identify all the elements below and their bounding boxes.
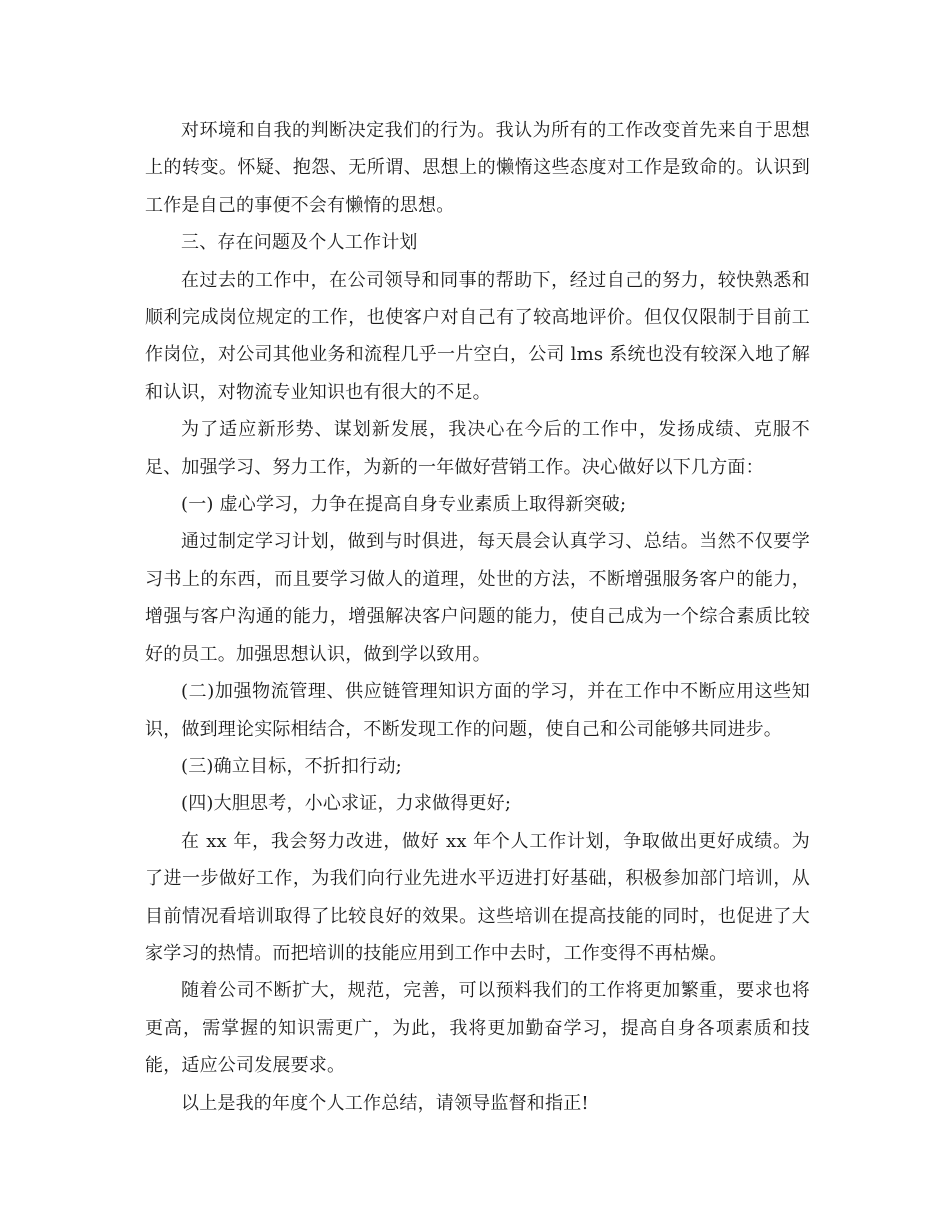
list-item-one: (一) 虚心学习，力争在提高自身专业素质上取得新突破; bbox=[181, 494, 627, 516]
paragraph-resolution: 为了适应新形势、谋划新发展，我决心在今后的工作中，发扬成绩、克服不足、加强学习、努力工作，为新的一年做好营销工作。决心做好以下几方面： bbox=[145, 419, 810, 478]
list-item-two: (二)加强物流管理、供应链管理知识方面的学习，并在工作中不断应用这些知识，做到理论实际相结合，不断发现工作的问题，使自己和公司能够共同进步。 bbox=[145, 681, 810, 740]
list-item-four: (四)大胆思考，小心求证，力求做得更好; bbox=[181, 793, 512, 815]
paragraph-closing: 以上是我的年度个人工作总结，请领导监督和指正! bbox=[181, 1092, 589, 1114]
list-item-three: (三)确立目标，不折扣行动; bbox=[181, 755, 402, 777]
paragraph-training: 在 xx 年，我会努力改进，做好 xx 年个人工作计划，争取做出更好成绩。为了进一步做好工作，为我们向行业先进水平迈进打好基础，积极参加部门培训，从目前情况看培训取得了比较良好的效果。这些培训在提高技能的同时，也促进了大家学习的热情。而把培训的技能应用到工作中去时，工作变得不再枯燥。 bbox=[145, 830, 810, 964]
paragraph-study-plan: 通过制定学习计划，做到与时俱进，每天晨会认真学习、总结。当然不仅要学习书上的东西，而且要学习做人的道理，处世的方法，不断增强服务客户的能力，增强与客户沟通的能力，增强解决客户问题的能力，使自己成为一个综合素质比较好的员工。加强思想认识，做到学以致用。 bbox=[145, 531, 810, 665]
paragraph-environment-judgment: 对环境和自我的判断决定我们的行为。我认为所有的工作改变首先来自于思想上的转变。怀疑、抱怨、无所谓、思想上的懒惰这些态度对工作是致命的。认识到工作是自己的事便不会有懒惰的思想。 bbox=[145, 120, 810, 216]
section-heading-problems-and-plan: 三、存在问题及个人工作计划 bbox=[181, 232, 418, 254]
paragraph-past-work: 在过去的工作中，在公司领导和同事的帮助下，经过自己的努力，较快熟悉和顺利完成岗位规定的工作，也使客户对自己有了较高地评价。但仅仅限制于目前工作岗位，对公司其他业务和流程几乎一片空白，公司 lms 系统也没有较深入地了解和认识，对物流专业知识也有很大的不足。 bbox=[145, 269, 810, 403]
paragraph-company-growth: 随着公司不断扩大，规范，完善，可以预料我们的工作将更加繁重，要求也将更高，需掌握的知识需更广，为此，我将更加勤奋学习，提高自身各项素质和技能，适应公司发展要求。 bbox=[145, 980, 810, 1077]
